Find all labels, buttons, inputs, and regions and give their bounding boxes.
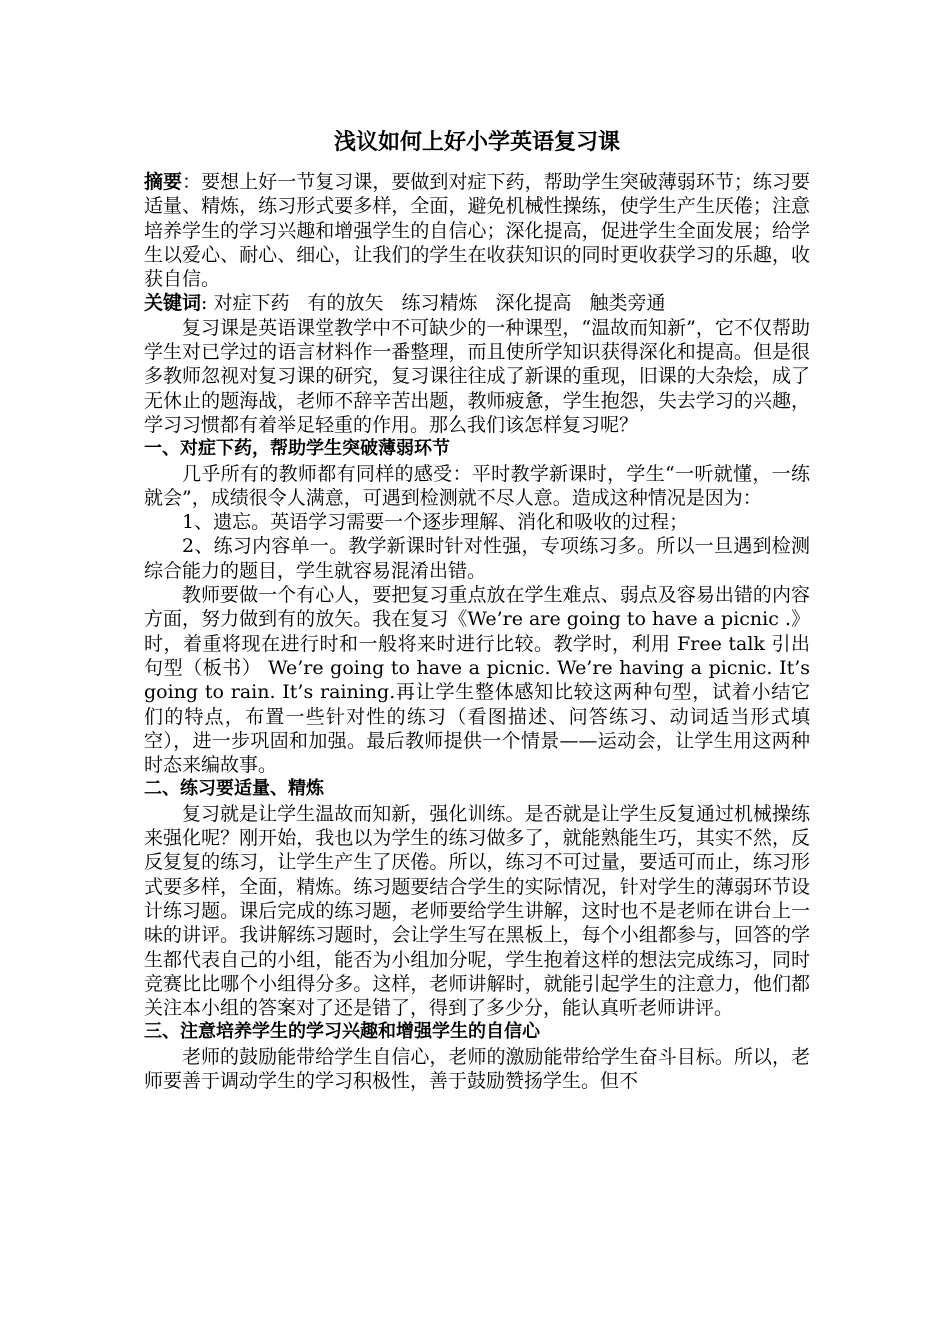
abstract-paragraph xyxy=(144,170,810,291)
abstract-text: ：要想上好一节复习课，要做到对症下药，帮助学生突破薄弱环节；练习要适量、精炼，练习形式要多样，全面，避免机械性操练，使学生产生厌倦；注意培养学生的学习兴趣和增强学生的自信心；深化提高，促进学生全面发展；给学生以爱心、耐心、细心，让我们的学生在收获知识的同时更收获学习的乐趣，收获自信。 xyxy=(144,171,810,291)
keyword-item: 对症下药 xyxy=(213,292,290,315)
section-1-list-item-2: 2、练习内容单一。教学新课时针对性强，专项练习多。所以一旦遇到检测综合能力的题目，学生就容易混淆出错。 xyxy=(144,535,810,582)
section-1-list-item-1: 1、遗忘。英语学习需要一个逐步理解、消化和吸收的过程； xyxy=(182,511,689,534)
keyword-item: 有的放矢 xyxy=(307,292,384,315)
intro-paragraph: 复习课是英语课堂教学中不可缺少的一种课型，“温故而知新”，它不仅帮助学生对已学过的语言材料作一番整理，而且使所学知识获得深化和提高。但是很多教师忽视对复习课的研究，复习课往往成了新课的重现，旧课的大杂烩，成了无休止的题海战，老师不辞辛苦出题，教师疲惫，学生抱怨，失去学习的兴趣，学习习惯都有着举足轻重的作用。那么我们该怎样复习呢？ xyxy=(144,316,810,436)
document-title: 浅议如何上好小学英语复习课 xyxy=(333,130,620,155)
abstract-label: 摘要 xyxy=(144,171,183,193)
section-2-paragraph-1: 复习就是让学生温故而知新，强化训练。是否就是让学生反复通过机械操练来强化呢？刚开始，我也以为学生的练习做多了，就能熟能生巧，其实不然，反反复复的练习，让学生产生了厌倦。所以，练习不可过量，要适可而止，练习形式要多样，全面，精炼。练习题要结合学生的实际情况，针对学生的薄弱环节设计练习题。课后完成的练习题，老师要给学生讲解，这时也不是老师在讲台上一味的讲评。我讲解练习题时，会让学生写在黑板上，每个小组都参与，回答的学生都代表自己的小组，能否为小组加分呢，学生抱着这样的想法完成练习，同时竞赛比比哪个小组得分多。这样，老师讲解时，就能引起学生的注意力，他们都关注本小组的答案对了还是错了，得到了多少分，能认真听老师讲评。 xyxy=(144,802,810,1020)
section-1-paragraph-1: 几乎所有的教师都有同样的感受：平时教学新课时，学生“一听就懂，一练就会”，成绩很令人满意，可遇到检测就不尽人意。造成这种情况是因为： xyxy=(144,462,810,509)
keyword-item: 练习精炼 xyxy=(401,292,478,315)
keyword-item: 触类旁通 xyxy=(589,292,666,315)
section-2-heading: 二、练习要适量、精炼 xyxy=(144,778,324,800)
keywords-colon: : xyxy=(201,292,208,315)
document-page xyxy=(144,128,810,1093)
keywords-paragraph xyxy=(144,291,810,315)
section-1-paragraph-4: 教师要做一个有心人，要把复习重点放在学生难点、弱点及容易出错的内容方面，努力做到有的放矢。我在复习《We’re are going to have a picnic .》时，着重将现在进行时和一般将来时进行比较。教学时，利用 Free talk 引出句型（板书） We’re going to have a picnic. We’re having a picnic. It’s going to rain. It’s raining.再让学生整体感知比较这两种句型，试着小结它们的特点，布置一些针对性的练习（看图描述、问答练习、动词适当形式填空），进一步巩固和加强。最后教师提供一个情景——运动会，让学生用这两种时态来编故事。 xyxy=(144,584,810,777)
keyword-item: 深化提高 xyxy=(495,292,572,315)
keywords-label: 关键词 xyxy=(144,292,202,315)
section-3-heading: 三、注意培养学生的学习兴趣和增强学生的自信心 xyxy=(144,1021,540,1043)
section-3-paragraph-1: 老师的鼓励能带给学生自信心，老师的激励能带给学生奋斗目标。所以，老师要善于调动学生的学习积极性，善于鼓励赞扬学生。但不 xyxy=(144,1045,810,1092)
section-1-heading: 一、对症下药，帮助学生突破薄弱环节 xyxy=(144,438,450,460)
